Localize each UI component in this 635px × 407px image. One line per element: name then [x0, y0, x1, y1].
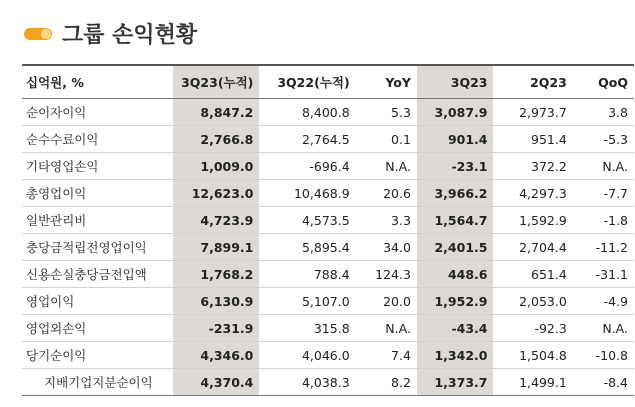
- table-cell: 8,847.2: [173, 99, 260, 126]
- table-cell: 12,623.0: [173, 180, 260, 207]
- table-cell: 5.3: [356, 99, 417, 126]
- table-row: [22, 180, 634, 207]
- table-cell: 2,704.4: [493, 234, 572, 261]
- table-cell: 1,592.9: [493, 207, 572, 234]
- row-label: 기타영업손익: [22, 153, 173, 180]
- table-cell: -5.3: [573, 126, 634, 153]
- row-label: 일반관리비: [22, 207, 173, 234]
- table-cell: 6,130.9: [173, 288, 260, 315]
- table-cell: 10,468.9: [259, 180, 355, 207]
- table-row: [22, 342, 634, 369]
- table-cell: N.A.: [573, 315, 634, 342]
- table-cell: -43.4: [417, 315, 494, 342]
- table-cell: 1,373.7: [417, 369, 494, 396]
- table-cell: -11.2: [573, 234, 634, 261]
- table-cell: 448.6: [417, 261, 494, 288]
- table-cell: 8,400.8: [259, 99, 355, 126]
- table-cell: 4,297.3: [493, 180, 572, 207]
- table-cell: N.A.: [356, 153, 417, 180]
- table-row: [22, 153, 634, 180]
- row-label: 영업이익: [22, 288, 173, 315]
- table-cell: -8.4: [573, 369, 634, 396]
- table-cell: 2,764.5: [259, 126, 355, 153]
- table-cell: -1.8: [573, 207, 634, 234]
- income-statement-table: [22, 64, 634, 396]
- table-cell: 4,346.0: [173, 342, 260, 369]
- header-3q22-cumulative: 3Q22(누적): [259, 65, 355, 99]
- row-label: 총영업이익: [22, 180, 173, 207]
- table-cell: 4,038.3: [259, 369, 355, 396]
- table-cell: 4,046.0: [259, 342, 355, 369]
- table-cell: 3.8: [573, 99, 634, 126]
- table-row: [22, 207, 634, 234]
- table-cell: 4,573.5: [259, 207, 355, 234]
- table-row: [22, 369, 634, 396]
- table-row: [22, 234, 634, 261]
- header-3q23: 3Q23: [417, 65, 494, 99]
- table-cell: 3,087.9: [417, 99, 494, 126]
- header-3q23-cumulative: 3Q23(누적): [173, 65, 260, 99]
- table-cell: 1,564.7: [417, 207, 494, 234]
- table-cell: N.A.: [573, 153, 634, 180]
- page-title: 그룹 손익현황: [62, 23, 198, 48]
- table-cell: 7.4: [356, 342, 417, 369]
- table-cell: 8.2: [356, 369, 417, 396]
- table-cell: 5,107.0: [259, 288, 355, 315]
- table-cell: 20.0: [356, 288, 417, 315]
- table-cell: 1,768.2: [173, 261, 260, 288]
- header-yoy: YoY: [356, 65, 417, 99]
- table-cell: -10.8: [573, 342, 634, 369]
- table-cell: 4,723.9: [173, 207, 260, 234]
- table-cell: 3,966.2: [417, 180, 494, 207]
- row-label: 영업외손익: [22, 315, 173, 342]
- table-cell: -4.9: [573, 288, 634, 315]
- header-qoq: QoQ: [573, 65, 634, 99]
- table-cell: -23.1: [417, 153, 494, 180]
- row-label: 순이자이익: [22, 99, 173, 126]
- table-row: [22, 99, 634, 126]
- table-cell: 7,899.1: [173, 234, 260, 261]
- row-label: 순수수료이익: [22, 126, 173, 153]
- table-cell: 5,895.4: [259, 234, 355, 261]
- table-cell: -696.4: [259, 153, 355, 180]
- table-cell: 372.2: [493, 153, 572, 180]
- table-cell: 0.1: [356, 126, 417, 153]
- table-cell: 1,009.0: [173, 153, 260, 180]
- table-cell: 2,053.0: [493, 288, 572, 315]
- row-label: 지배기업지분순이익: [22, 369, 173, 396]
- table-cell: 124.3: [356, 261, 417, 288]
- table-header-row: [22, 65, 634, 99]
- table-cell: 2,401.5: [417, 234, 494, 261]
- table-cell: -7.7: [573, 180, 634, 207]
- table-cell: -31.1: [573, 261, 634, 288]
- table-cell: 651.4: [493, 261, 572, 288]
- table-row: [22, 126, 634, 153]
- table-cell: N.A.: [356, 315, 417, 342]
- table-row: [22, 261, 634, 288]
- row-label: 당기순이익: [22, 342, 173, 369]
- table-cell: 1,504.8: [493, 342, 572, 369]
- table-cell: 34.0: [356, 234, 417, 261]
- table-cell: 951.4: [493, 126, 572, 153]
- row-label: 충당금적립전영업이익: [22, 234, 173, 261]
- table-cell: 2,973.7: [493, 99, 572, 126]
- table-cell: -92.3: [493, 315, 572, 342]
- row-label: 신용손실충당금전입액: [22, 261, 173, 288]
- table-row: [22, 288, 634, 315]
- table-cell: 901.4: [417, 126, 494, 153]
- table-cell: 788.4: [259, 261, 355, 288]
- table-cell: 3.3: [356, 207, 417, 234]
- table-cell: 2,766.8: [173, 126, 260, 153]
- table-row: [22, 315, 634, 342]
- bullet-icon: [24, 28, 52, 40]
- table-cell: 1,499.1: [493, 369, 572, 396]
- header-2q23: 2Q23: [493, 65, 572, 99]
- table-cell: 20.6: [356, 180, 417, 207]
- header-unit: 십억원, %: [22, 65, 173, 99]
- table-cell: 1,342.0: [417, 342, 494, 369]
- table-cell: 315.8: [259, 315, 355, 342]
- table-cell: -231.9: [173, 315, 260, 342]
- table-cell: 4,370.4: [173, 369, 260, 396]
- table-cell: 1,952.9: [417, 288, 494, 315]
- section-header: [24, 18, 197, 49]
